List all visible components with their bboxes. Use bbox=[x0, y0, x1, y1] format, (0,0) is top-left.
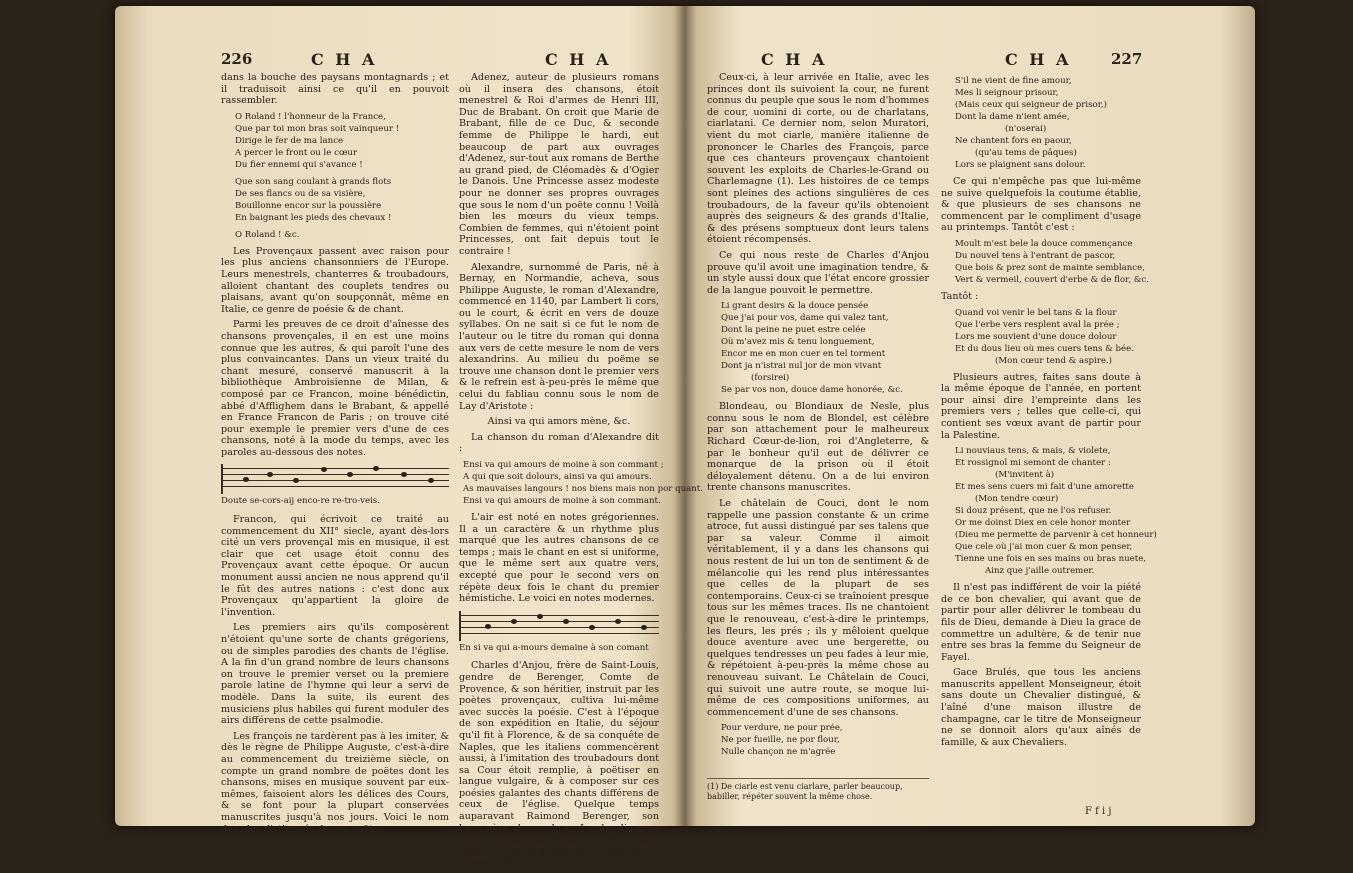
verse-line: Li grant desirs & la douce pensée bbox=[721, 301, 869, 312]
music-note bbox=[428, 478, 434, 483]
verse-line: Bouillonne encor sur la poussière bbox=[235, 200, 382, 211]
paragraph: Il n'est pas indifférent de voir la piété de ce bon chevalier, qui avant que de partir pour aller délivrer le tombeau du fils de Dieu, demande à Dieu la grace de commettre un adultère, & de tenir nue entre ses bras la femme du Seigneur de Fayel. bbox=[941, 582, 1141, 663]
music-note bbox=[321, 467, 327, 472]
right-column-2 bbox=[941, 72, 1157, 752]
music-note bbox=[267, 472, 273, 477]
tantot-label: Tantôt : bbox=[941, 290, 979, 302]
verse-line: Lors me souvient d'une douce dolour bbox=[955, 331, 1117, 342]
running-head-left-2: C H A bbox=[545, 50, 612, 69]
verse-line: A qui que soit dolours, ainsi va qui amours. bbox=[463, 472, 652, 482]
paragraph: Ce qui nous reste de Charles d'Anjou prouve qu'il avoit une imagination tendre, & un style aussi doux que l'état encore grossier de la langue pouvoit le permettre. bbox=[707, 249, 929, 296]
music-note bbox=[615, 619, 621, 624]
page-number-right: 227 bbox=[1111, 50, 1143, 68]
verse-line: Or me doinst Diex en cele honor monter bbox=[955, 518, 1131, 529]
verse-couci bbox=[721, 722, 929, 758]
verse-line: Mes li seignour prisour, bbox=[955, 88, 1059, 98]
verse-line: Du nouvel tens à l'entrant de pascor, bbox=[955, 250, 1116, 261]
verse-line: Li nouviaus tens, & mais, & violete, bbox=[955, 446, 1111, 457]
music-note bbox=[485, 624, 491, 629]
verse-line: O Roland ! &c. bbox=[235, 229, 300, 240]
paragraph: Les françois ne tardèrent pas à les imiter, & dès le règne de Philippe Auguste, c'est-à-dire au commencement du treizième siècle, on compte un grand nombre de poëtes dont les chansons, mises en musique souvent par eux-mêmes, faisoient alors les délices des Cours, & se font pour la plupart conservées manuscrites jusqu'à nos jours. Voici le nom des plus distingués de ces poëtes. bbox=[221, 730, 449, 835]
paragraph: Ce qui n'empêche pas que lui-même ne suive quelquefois la coutume établie, & que plusieurs de ses chansons ne commencent par le compliment d'usage au printemps. Tantôt c'est : bbox=[941, 176, 1141, 234]
verse-line: Et mes sens cuers mi fait d'une amorette bbox=[955, 482, 1134, 493]
right-column-1 bbox=[707, 72, 929, 763]
music-note bbox=[293, 478, 299, 483]
verse-palestine bbox=[955, 445, 1157, 577]
verse-roland-3 bbox=[235, 229, 449, 241]
verse-line: Que j'ai pour vos, dame qui valez tant, bbox=[721, 313, 889, 324]
verse-line: Lors se plaignent sans dolour. bbox=[955, 160, 1086, 170]
music-note bbox=[243, 477, 249, 482]
verse-line: Se par vos non, douce dame honorée, &c. bbox=[721, 385, 903, 396]
verse-line: Dont ja n'istrai nul jor de mon vivant bbox=[721, 361, 882, 372]
verse-line: Que cele où j'ai mon cuer & mon penser, bbox=[955, 542, 1133, 553]
verse-line: Quand voi venir le bel tans & la flour bbox=[955, 307, 1117, 318]
open-book bbox=[115, 6, 1255, 869]
verse-line: (forsirei) bbox=[751, 373, 790, 384]
page-number-left: 226 bbox=[221, 50, 253, 68]
verse-line: Que l'erbe vers resplent aval la prée ; bbox=[955, 319, 1120, 330]
paragraph: L'air est noté en notes grégoriennes. Il a un caractère & un rhythme plus marqué que les autres chansons de ce temps ; mais le chant en est si uniforme, que le même sert aux quatre vers, excepté que pour le second vers on répète deux fois le chant du premier hémistiche. Le voici en notes modernes. bbox=[459, 512, 659, 605]
footnote: (1) De ciarle est venu ciarlare, parler beaucoup, babiller, répéter souvent la même chose. bbox=[707, 778, 929, 802]
verse-line: Ensi va qui amours de moine à son commant ; bbox=[463, 460, 664, 470]
paragraph-couci: Le châtelain de Couci, dont le nom rappelle une passion constante & un crime atroce, fut aussi distingué par ses talens que par sa valeur. Comme il aimoit véritablement, il y a dans les chansons qui nous restent de lui un ton de sentiment & de mélancolie qui les rend plus intéressantes que celles de la plupart de ses contemporains. Ceux-ci se traînoient presque tous sur les mêmes traces. Ils ne chantoient que le renouveau, c'est-à-dire le printemps, les fleurs, les prés ; ils y mêloient quelque douce aventure avec une bergerette, ou quelques tendresses un peu fades à leur mie, & répétoient à-peu-près la même chose au renouveau suivant. Le Châtelain de Couci, qui suivoit une autre route, se moque lui-même de ces compositions uniformes, au commencement d'une de ses chansons. bbox=[707, 498, 929, 718]
verse-line: De ses flancs ou de sa visière, bbox=[235, 188, 366, 199]
music-note bbox=[347, 472, 353, 477]
paragraph: La chanson du roman d'Alexandre dit : bbox=[459, 431, 659, 455]
running-head-right-2: C H A bbox=[1005, 50, 1072, 69]
music-note bbox=[589, 625, 595, 630]
verse-line: (M'invitent à) bbox=[995, 470, 1055, 481]
verse-line: A percer le front ou le cœur bbox=[235, 147, 358, 158]
verse-line: Dont la dame n'ient amée, bbox=[955, 112, 1070, 122]
verse-line: O Roland ! l'honneur de la France, bbox=[235, 111, 386, 122]
verse-line: Où m'avez mis & tenu longuement, bbox=[721, 337, 875, 348]
paragraph-adenez: Adenez, auteur de plusieurs romans où il insera des chansons, étoit menestrel & Roi d'armes de Henri III, Duc de Brabant. On croit que Marie de Brabant, fille de ce Duc, & seconde femme de Philippe le hardi, eut beaucoup de part aux ouvrages d'Adenez, sur-tout aux romans de Berthe au grand pied, de Cléomadès & d'Ogier le Danois. Une Princesse assez modeste pour ne donner ses propres ouvrages que sous le nom d'un poëte connu ! Voilà bien les mœurs du vieux temps. Combien de femmes, qui n'étoient point Princesses, ont fait depuis tout le contraire ! bbox=[459, 72, 659, 257]
verse-line: En baignant les pieds des chevaux ! bbox=[235, 212, 392, 223]
paragraph: Les premiers airs qu'ils composèrent n'étoient qu'une sorte de chants grégoriens, ou de simples parodies des chants de l'église. A la fin d'un grand nombre de leurs chansons on trouve le premier verset ou la premiere parole latine de l'hymne qui leur a servi de modèle. Dans la suite, ils eurent des musiciens plus habiles qui furent moduler des airs différens de cette psalmodie. bbox=[221, 622, 449, 727]
verse-charles-anjou bbox=[721, 300, 929, 396]
verse-roland-2 bbox=[235, 176, 449, 224]
paragraph-gace-brules: Gace Brulés, que tous les anciens manuscrits appellent Monseigneur, étoit sans doute un Chevalier distingué, & l'aîné d'une maison illustre de champagne, car le titre de Monseigneur ne se donnoit alors qu'aux aînés de famille, & aux Chevaliers. bbox=[941, 667, 1141, 748]
intro-text: dans la bouche des paysans montagnards ; et il traduisoit ainsi ce qu'il en pouvoit rassembler. bbox=[221, 72, 449, 107]
paragraph-alexandre: Alexandre, surnommé de Paris, né à Bernay, en Normandie, acheva, sous Philippe Auguste, le roman d'Alexandre, commencé en 1140, par Lambert li cors, ou le court, & écrit en vers de douze syllabes. On ne sait si ce fut le nom de l'auteur ou le titre du roman qui donna aux vers de cette mesure le nom de vers alexandrins. Au milieu du poëme se trouve une chanson dont le premier vers & le refrein est à-peu-près le même que celui du fabliau connu sous le nom de Lay d'Aristote : bbox=[459, 261, 659, 412]
music-note bbox=[511, 619, 517, 624]
verse-line: S'il ne vient de fine amour, bbox=[955, 76, 1072, 86]
music-lyric: En si va qui a-mours demaine à son comant bbox=[459, 642, 649, 653]
left-page bbox=[115, 6, 703, 869]
running-head-right: C H A bbox=[761, 50, 828, 69]
paragraph: Les Provençaux passent avec raison pour les plus anciens chansonniers de l'Europe. Leurs menestrels, chanterres & troubadours, alloient chantant des couplets tendres ou plaisans, avant qu'on soupçonnât, même en Italie, ce genre de poésie & de chant. bbox=[221, 245, 449, 315]
music-note bbox=[537, 614, 543, 619]
verse-alexandre bbox=[463, 459, 703, 507]
verse-printemps-2 bbox=[955, 307, 1141, 367]
verse-line: Ne chantent fors en paour, bbox=[955, 136, 1072, 146]
verse-line: Et rossignol mi semont de chanter : bbox=[955, 458, 1111, 469]
verse-line: (qu'au tems de pâques) bbox=[975, 148, 1077, 158]
verse-line: Ne por fueille, ne por flour, bbox=[721, 735, 840, 746]
verse-line: Si douz présent, que ne l'os refuser. bbox=[955, 506, 1112, 517]
verse-line: Ensi va qui amours de moine à son commant. bbox=[463, 496, 661, 506]
verse-line: Que son sang coulant à grands flots bbox=[235, 176, 392, 187]
music-staff bbox=[221, 464, 449, 494]
music-note bbox=[401, 472, 407, 477]
running-head-left: C H A bbox=[311, 50, 378, 69]
verse-roland-1 bbox=[235, 111, 449, 171]
verse-line: (n'oserai) bbox=[1005, 124, 1047, 134]
verse-line: Pour verdure, ne pour prée, bbox=[721, 723, 843, 734]
left-column-1 bbox=[221, 72, 449, 839]
verse-line: Moult m'est bele la douce commençance bbox=[955, 238, 1133, 249]
signature-mark: F f i j bbox=[1085, 806, 1112, 817]
verse-line: Tienne une fois en ses mains ou bras nuete, bbox=[955, 554, 1147, 565]
verse-line: Du fier ennemi qui s'avance ! bbox=[235, 159, 363, 170]
verse-line: (Mais ceux qui seigneur de prisor,) bbox=[955, 100, 1107, 110]
music-staff-modern bbox=[459, 611, 659, 641]
left-column-2 bbox=[459, 72, 703, 873]
verse-line: (Mon tendre cœur) bbox=[975, 494, 1059, 505]
paragraph-charles-anjou: Charles d'Anjou, frère de Saint-Louis, gendre de Berenger, Comte de Provence, & son héritier, instruit par les poètes provençaux, cultiva lui-même avec succès la poésie. C'est à l'époque de son expédition en Italie, du séjour qu'il fit à Florence, & de sa conquête de Naples, que les italiens commencèrent aussi, à l'imitation des troubadours dont sa Cour étoit remplie, à poëtiser en langue vulgaire, & à composer sur ces poésies galantes des chants différens de ceux de l'église. Quelque temps auparavant Raimond Berenger, son beau-père, descendu en Lombardie pour visiter l'empereur Frédéric I, avoit aussi mené à sa suite plusieurs troubadours & menestrels. bbox=[459, 660, 659, 869]
verse-line: (Dieu me permette de parvenir à cet honneur) bbox=[955, 530, 1157, 541]
paragraph: Plusieurs autres, faites sans doute à la même époque de l'année, en portent pour ainsi dire l'empreinte dans les premiers vers ; telles que celle-ci, qui contient ses vœux avant de partir pour la Palestine. bbox=[941, 371, 1141, 441]
verse-line: Et du dous lieu où mes cuers tens & bée. bbox=[955, 343, 1134, 354]
music-lyric: Doute se-cors-aij enco-re re-tro-veis. bbox=[221, 496, 380, 507]
verse-printemps-1 bbox=[955, 238, 1149, 286]
verse-line: Nulle chançon ne m'agrée bbox=[721, 747, 836, 758]
verse-line: (Mon cœur tend & aspire.) bbox=[995, 355, 1113, 366]
quote: Ainsi va qui amors mène, &c. bbox=[487, 416, 631, 428]
verse-line: Dirige le fer de ma lance bbox=[235, 135, 344, 146]
paragraph: Francon, qui écrivoit ce traité au commencement du XII° siecle, ayant dès-lors cité un vers provençal mis en musique, il est clair que cet usage étoit connu des Provençaux avant cette époque. Or aucun monument aussi ancien ne nous apprend qu'il le fût des autres nations : c'est donc aux Provençaux qu'appartient la gloire de l'invention. bbox=[221, 514, 449, 618]
verse-line: Que par toi mon bras soit vainqueur ! bbox=[235, 123, 400, 134]
verse-line: Encor me en mon cuer en tel torment bbox=[721, 349, 886, 360]
music-note bbox=[563, 619, 569, 624]
paragraph: Ceux-ci, à leur arrivée en Italie, avec les princes dont ils suivoient la cour, ne furent connus du peuple que sous le nom d'hommes de cour, uomini di corte, ou de charlatans, ciarlatani. Ce dernier nom, selon Muratori, vient du mot ciarle, manière italienne de prononcer le Charles des François, parce que ces chanteurs provençaux chantoient souvent les exploits de Charles-le-Grand ou Charlemagne (1). Les histoires de ce temps sont pleines des actions singulières de ces troubadours, de la faveur qu'ils obtenoient auprès des seigneurs & des grands d'Italie, & des présens somptueux dont leurs talens étoient récompensés. bbox=[707, 72, 929, 246]
music-note bbox=[373, 466, 379, 471]
verse-line: Ainz que j'aille outremer. bbox=[985, 566, 1095, 577]
verse-line: As mauvaises langours ! nos biens mais non por quant. bbox=[463, 484, 703, 494]
paragraph: Parmi les preuves de ce droit d'aînesse des chansons provençales, il en est une moins connue que les autres, & qui paroît l'une des plus convaincantes. Dans un vieux traité du chant mesuré, conservé manuscrit à la bibliothèque Ambroisienne de Milan, & composé par ce Francon, moine bénédictin, abbé d'Afflighem dans le Brabant, & appellé en France Francon de Paris ; on trouve cité pour exemple le premier vers d'une de ces chansons, noté à la mode du temps, avec les paroles au-dessous des notes. bbox=[221, 319, 449, 458]
verse-line: Que bois & prez sont de mainte semblance, bbox=[955, 262, 1145, 273]
right-page bbox=[685, 6, 1255, 826]
verse-couci-cont bbox=[955, 75, 1141, 171]
music-note bbox=[641, 625, 647, 630]
paragraph-blondel: Blondeau, ou Blondiaux de Nesle, plus connu sous le nom de Blondel, est célèbre par son attachement pour le malheureux Richard Cœur-de-lion, roi d'Angleterre, & par le bonheur qu'il eut de délivrer ce monarque de la prison où il étoit déloyalement détenu. On a de lui environ trente chansons manuscrites. bbox=[707, 401, 929, 494]
verse-line: Dont la peine ne puet estre celée bbox=[721, 325, 866, 336]
verse-line: Vert & vermeil, couvert d'erbe & de flor, &c. bbox=[955, 274, 1149, 285]
